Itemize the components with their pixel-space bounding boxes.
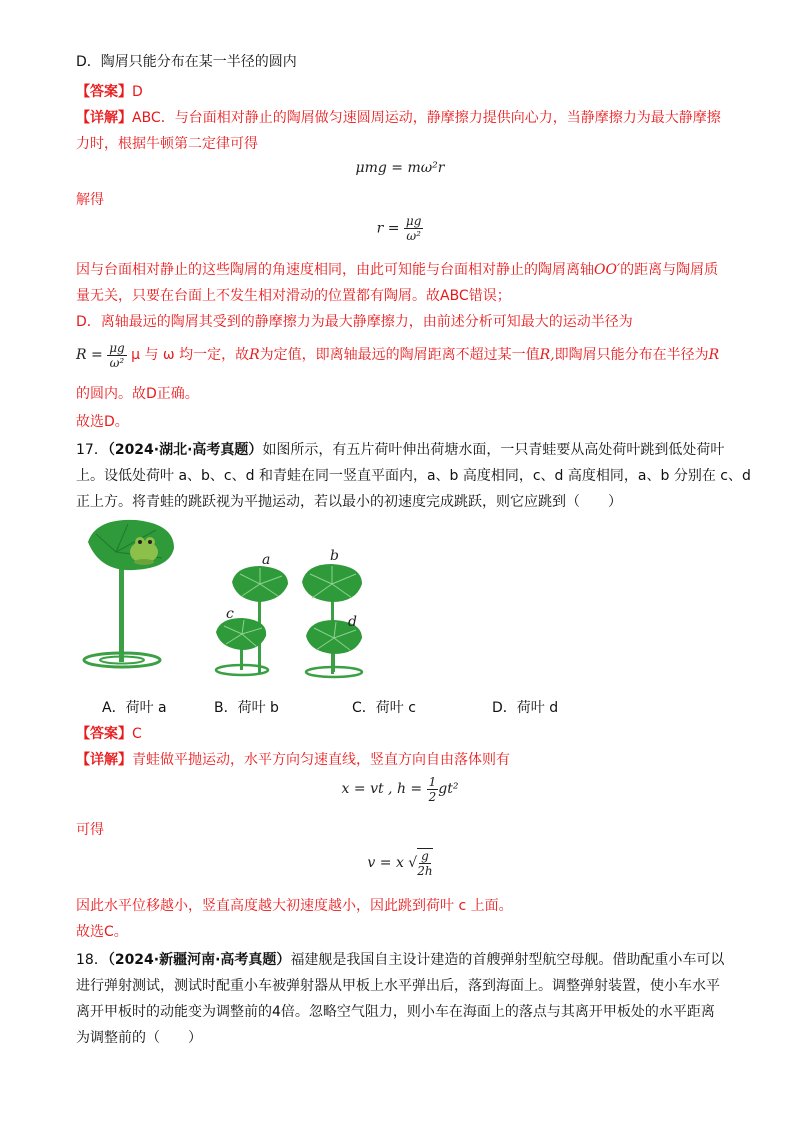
text: 的距离与陶屑质 <box>620 262 719 278</box>
option-c[interactable] <box>352 698 416 718</box>
formula-part: gt² <box>438 781 459 797</box>
high-lotus-leaf <box>84 520 174 667</box>
q18-line4: 为调整前的（ ） <box>76 1030 202 1046</box>
formula-radius <box>0 214 800 243</box>
q16-detail-line1 <box>76 108 721 128</box>
formula-friction: μmg = mω²r <box>355 160 445 176</box>
option-a[interactable] <box>102 698 167 718</box>
option-text: 荷叶 c <box>375 700 416 716</box>
text: 福建舰是我国自主设计建造的首艘弹射型航空母舰。借助配重小车可以 <box>290 952 725 968</box>
answer-label: 【答案】 <box>76 84 132 100</box>
question-source: （2024·新疆河南·高考真题） <box>107 952 291 968</box>
denominator: 2h <box>417 864 433 878</box>
text: μ 与 ω 均一定，故 <box>131 347 250 363</box>
numerator: g <box>421 849 429 863</box>
detail-text: ABC．与台面相对静止的陶屑做匀速圆周运动，静摩擦力提供向心力，当静摩擦力为最大静摩擦 <box>132 110 721 126</box>
formula-lhs: R = <box>76 347 103 363</box>
q16-para1-line2: 量无关，只要在台面上不发生相对滑动的位置都有陶屑。故ABC错误； <box>76 288 511 304</box>
symbol-r: R <box>249 347 260 363</box>
answer-value: C <box>132 726 142 742</box>
numerator: 1 <box>428 774 437 789</box>
sqrt-radical: √ <box>408 855 418 871</box>
lotus-pond-figure <box>76 512 406 682</box>
label-b: b <box>330 548 339 564</box>
q17-conclusion-line: 因此水平位移越小，竖直高度越大初速度越小，因此跳到荷叶 c 上面。 <box>76 898 513 914</box>
q17-line2: 上。设低处荷叶 a、b、c、d 和青蛙在同一竖直平面内，a、b 高度相同，c、d 高度相同，a、b 分别在 c、d <box>76 468 751 484</box>
label-d: d <box>348 614 357 630</box>
q17-detail <box>76 750 510 770</box>
symbol-r: R, <box>539 347 555 363</box>
detail-label: 【详解】 <box>76 110 132 126</box>
denominator: 2 <box>428 789 437 804</box>
prev-option-d: D．陶屑只能分布在某一半径的圆内 <box>76 54 297 70</box>
q16-para2-line1: D．离轴最远的陶屑其受到的静摩擦力为最大静摩擦力，由前述分析可知最大的运动半径为 <box>76 314 633 330</box>
q16-para2-line3: 的圆内。故D正确。 <box>76 386 199 402</box>
axis-label: OO′ <box>594 262 621 278</box>
formula-projectile <box>0 774 800 804</box>
text: 如图所示，有五片荷叶伸出荷塘水面，一只青蛙要从高处荷叶跳到低处荷叶 <box>262 442 725 458</box>
option-text: 荷叶 a <box>125 700 167 716</box>
question-source: （2024·湖北·高考真题） <box>107 442 263 458</box>
numerator: μg <box>405 214 422 228</box>
text: 即陶屑只能分布在半径为 <box>554 347 709 363</box>
q16-detail-line2: 力时，根据牛顿第二定律可得 <box>76 136 258 152</box>
formula-part: v = x <box>367 855 404 871</box>
sqrt-fraction <box>417 848 432 878</box>
fraction <box>427 775 439 804</box>
denominator: ω² <box>109 355 125 370</box>
q18-line3: 离开甲板时的动能变为调整前的4倍。忽略空气阻力，则小车在海面上的落点与其离开甲板处的水平距离 <box>76 1004 715 1020</box>
label-a: a <box>262 552 271 568</box>
q17-answer <box>76 724 142 744</box>
solve-label: 解得 <box>76 192 104 208</box>
option-text: 荷叶 b <box>237 700 279 716</box>
symbol-r: R <box>708 347 720 363</box>
denominator: ω² <box>406 229 421 243</box>
numerator: μg <box>109 340 125 355</box>
question-number: 17． <box>76 442 108 458</box>
detail-label: 【详解】 <box>76 752 132 768</box>
label-c: c <box>226 606 234 622</box>
option-letter: A． <box>102 700 126 716</box>
question-number: 18． <box>76 952 108 968</box>
detail-text: 青蛙做平抛运动，水平方向匀速直线，竖直方向自由落体则有 <box>132 752 510 768</box>
q16-conclusion: 故选D。 <box>76 414 129 430</box>
answer-label: 【答案】 <box>76 726 132 742</box>
q16-para1-line1 <box>76 260 718 280</box>
formula-part: x = vt , h = <box>341 781 423 797</box>
q16-answer <box>76 82 143 102</box>
option-d[interactable] <box>492 698 558 718</box>
radius-formula <box>76 340 131 370</box>
option-b[interactable] <box>214 698 279 718</box>
q16-para2-line2 <box>76 340 719 370</box>
q17-line3: 正上方。将青蛙的跳跃视为平抛运动，若以最小的初速度完成跳跃，则它应跳到（ ） <box>76 494 622 510</box>
option-text: 荷叶 d <box>516 700 559 716</box>
text: 为定值，即离轴最远的陶屑距离不超过某一值 <box>259 347 540 363</box>
formula-lhs: r = <box>376 220 400 237</box>
fraction <box>404 214 423 243</box>
q17-conclusion: 故选C。 <box>76 924 128 940</box>
fraction <box>107 341 126 370</box>
formula-velocity <box>0 848 800 878</box>
option-letter: B． <box>214 700 238 716</box>
q17-solve-label: 可得 <box>76 822 104 838</box>
q18-line1 <box>76 950 724 970</box>
answer-value: D <box>132 84 143 100</box>
text: 因与台面相对静止的这些陶屑的角速度相同，由此可知能与台面相对静止的陶屑离轴 <box>76 262 594 278</box>
option-letter: C． <box>352 700 376 716</box>
q18-line2: 进行弹射测试，测试时配重小车被弹射器从甲板上水平弹出后，落到海面上。调整弹射装置，使小车水平 <box>76 978 720 994</box>
q17-line1 <box>76 440 724 460</box>
option-letter: D． <box>492 700 517 716</box>
